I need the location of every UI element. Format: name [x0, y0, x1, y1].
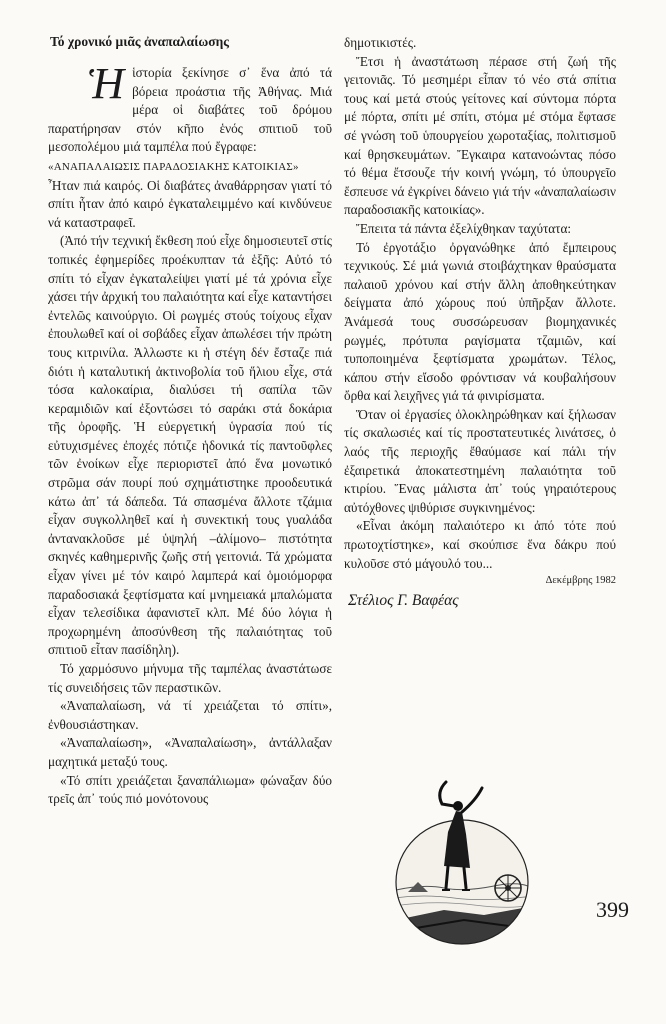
- paragraph: «Ἀναπαλαίωση, νά τί χρειάζεται τό σπίτι», ἐνθουσιάστηκαν.: [48, 698, 332, 732]
- article-title: Τό χρονικό μιᾶς ἀναπαλαίωσης: [50, 34, 229, 49]
- first-paragraph: Ἡἱστορία ξεκίνησε σ᾽ ἕνα ἀπό τά βόρεια προάστια τῆς Ἀθήνας. Μιά μέρα οἱ διαβάτες τοῦ δρόμου παρατήρησαν στόν κῆπο ἑνός σπιτιοῦ τοῦ μεσοπολέμου μιά ταμπέλα πού ἔγραφε:: [48, 59, 332, 155]
- drop-cap: Ἡ: [88, 59, 125, 108]
- date-line: Δεκέμβρης 1982: [545, 575, 616, 587]
- sign-text: «ΑΝΑΠΑΛΑΙΩΣΙΣ ΠΑΡΑΔΟΣΙΑΚΗΣ ΚΑΤΟΙΚΙΑΣ»: [48, 160, 299, 173]
- paragraph: Ὅταν οἱ ἐργασίες ὁλοκληρώθηκαν καί ξήλωσαν τίς σκαλωσιές καί τίς προστατευτικές λινάτσες, ὁ λαός τῆς περιοχῆς ἔθαύμασε καί πάλι τήν ἐξαιρετικά ἀποκατεστημένη παλαιότητα τοῦ κτιρίου. Ἕνας μάλιστα ἀπ᾽ τούς γηραιότερους αὐτόχθονες ψιθύρισε συγκινημένος:: [344, 406, 616, 515]
- paragraph: Ἔπειτα τά πάντα ἐξελίχθηκαν ταχύτατα:: [356, 220, 572, 236]
- paragraph: «Ἀναπαλαίωση», «Ἀναπαλαίωση», ἀντάλλαξαν μαχητικά μεταξύ τους.: [48, 735, 332, 769]
- woman-at-shore-illustration: [384, 770, 540, 950]
- paragraph: δημοτικιστές.: [344, 35, 417, 50]
- paragraph: Ἦταν πιά καιρός. Οἱ διαβάτες ἀναθάρρησαν γιατί τό σπίτι ἦταν ἀπό καιρό ἐγκαταλειμμένο καί κινδύνευε νά καταστραφεῖ.: [48, 177, 332, 230]
- left-column: [48, 34, 332, 809]
- paragraph: «Εἶναι ἀκόμη παλαιότερο κι ἀπό τότε πού πρωτοχτίστηκε», καί σκούπισε ἕνα δάκρυ πού κυλοῦσε στό μάγουλό του...: [344, 518, 616, 571]
- paragraph: Ἔτσι ἡ ἀναστάτωση πέρασε στή ζωή τῆς γειτονιᾶς. Τό μεσημέρι εἶπαν τό νέο στά σπίτια τους καί μετά στούς γείτονες καί σύντομα πόρτα μέ πόρτα, σπίτι μέ σπίτι, στόμα μέ στόμα ἔφτασε σέ γνώση τοῦ ὑπουργείου χωροταξίας, πολιτισμοῦ καί θρησκευμάτων. Ἔγκαιρα κατανοώντας πόσο τό θέμα ἔτσουζε τήν κοινή γνώμη, τό ὑπουργεῖο ἔσπευσε νά ἐγκρίνει δάνειο γιά τήν «ἀναπαλαίωσιν παραδοσιακῆς κατοικίας».: [344, 53, 616, 218]
- paragraph: «Τό σπίτι χρειάζεται ξαναπάλιωμα» φώναξαν δύο τρεῖς ἀπ᾽ τούς πιό μονότονους: [48, 772, 332, 807]
- paragraph: Τό χαρμόσυνο μήνυμα τῆς ταμπέλας ἀναστάτωσε τίς συνειδήσεις τῶν περαστικῶν.: [48, 661, 332, 695]
- paragraph: (Ἀπό τήν τεχνική ἔκθεση πού εἶχε δημοσιευτεῖ στίς τοπικές ἐφημερίδες προέκυπταν τά ἑξῆς: Αὐτό τό σπίτι τό εἶχαν ἐγκαταλείψει γιατί μέ τά χρόνια εἶχε χάσει τήν ἀρχική του παλαιότητα καί εἶχε καταντήσει ἐντελῶς καινούργιο. Οἱ ρωγμές στούς τοίχους εἶχαν ἐπουλωθεῖ καί οἱ σοβάδες εἶχαν ἀπωλέσει τήν πρώτη τους κιτρινίλα. Ἀλλωστε κι ἡ στέγη δέν ἔσταζε πιά διότι ἡ καταλυτική ἀκτινοβολία τοῦ ἥλιου εἶχε, στά τόσα καλοκαίρια, διαλύσει τή σαπίλα τῶν κεραμιδιῶν καί ἐξοντώσει τό σαράκι στά δοκάρια τῆς ὀροφῆς. Ἡ εὐεργετική ὑγρασία πού τίς εὐτυχισμένες ἐποχές πότιζε ἡδονικά τίς παντοῦφλες τῶν ἐνοίκων εἶχε περιοριστεῖ ἀπό ἕνα μονωτικό στρῶμα σάν πουρί πού σχημάτιστηκε προοδευτικά κάτω ἀπ᾽ τά δάπεδα. Τά σπασμένα ἄλλοτε τζάμια εἶχαν συγκολληθεῖ καί ἡ συνεκτική τους γυαλάδα ἀντανακλοῦσε μέ ὑψηλή –ἀλίμονο– πιστότητα σκηνές καθημερινῆς ζωῆς στή γειτονιά. Τά χρώματα εἶχαν γίνει μέ τόν καιρό λαμπερά καί ὁμοιόμορφα παραδοσιακά ξεφτίσματα καί μνημειακά μπαλώματα εἶχαν τελεσίδικα ἀφανιστεῖ κλπ. Μέ δύο λόγια ἡ προχωρημένη ἀποσύνθεση τῆς παλαιότητας τοῦ σπιτιοῦ εἶταν πασίδηλη).: [48, 233, 332, 658]
- author-signature: Στέλιος Γ. Βαφέας: [348, 592, 459, 610]
- right-column: [344, 34, 616, 610]
- paragraph: Τό ἐργοτάξιο ὀργανώθηκε ἀπό ἔμπειρους τεχνικούς. Σέ μιά γωνιά στοιβάχτηκαν θραύσματα παλαιοῦ χρόνου καί στήν ἄλλη ἀποθηκεύτηκαν δείγματα ἀπό χώρους πού ὑπῆρξαν ἄλλοτε. Ἀνάμεσά τους συσσώρευσαν βιομηχανικές ρωγμές, πρότυπα ραγίσματα τζαμιῶν, καί τυποποιημένα ξεφτίσματα χρωμάτων. Τέλος, κάπου στήν εἴσοδο φρόντισαν νά κουβαλήσουν ὄρθα καί λειχῆνες γιά τά φινιρίσματα.: [344, 239, 616, 404]
- page-number: 399: [596, 897, 629, 922]
